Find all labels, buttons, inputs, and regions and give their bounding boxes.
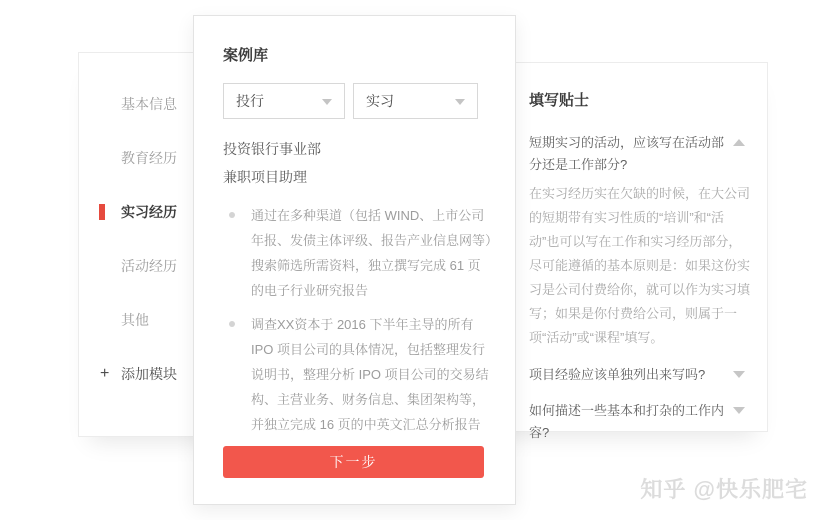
- case-bullet-text: 调查XX资本于 2016 下半年主导的所有 IPO 项目公司的具体情况，包括整理发行说明书，整理分析 IPO 项目公司的交易结构、主营业务、财务信息、集团架构等，并独立完成 16 页的中英文汇总分析报告: [251, 317, 489, 432]
- next-step-button[interactable]: 下一步: [223, 446, 484, 478]
- case-library-modal: [193, 15, 516, 505]
- tip-item: [529, 400, 753, 444]
- tip-question-row[interactable]: [529, 400, 753, 444]
- chevron-down-icon: [455, 99, 465, 105]
- sidebar-item-label: 教育经历: [121, 150, 177, 166]
- case-bullet: [223, 312, 492, 437]
- tip-item: [529, 364, 753, 386]
- chevron-down-icon: [322, 99, 332, 105]
- tip-item: [529, 132, 753, 350]
- case-role: 兼职项目助理: [223, 169, 307, 185]
- type-dropdown[interactable]: [353, 83, 478, 119]
- expand-arrow-icon[interactable]: [733, 371, 745, 378]
- case-position: [223, 135, 491, 191]
- modal-title: 案例库: [223, 47, 269, 64]
- case-bullet-list: [223, 203, 492, 437]
- bullet-dot-icon: [229, 212, 235, 218]
- industry-dropdown-value: 投行: [236, 93, 264, 109]
- expand-arrow-icon[interactable]: [733, 407, 745, 414]
- tip-question-row[interactable]: [529, 132, 753, 176]
- tips-content: [529, 89, 753, 458]
- sidebar-item-label: 其他: [121, 312, 149, 328]
- case-department: 投资银行事业部: [223, 141, 321, 157]
- sidebar-item-label: 实习经历: [121, 204, 177, 220]
- bullet-dot-icon: [229, 321, 235, 327]
- tip-answer: 在实习经历实在欠缺的时候，在大公司的短期带有实习性质的“培训”和“活动”也可以写在工作和实习经历部分，尽可能遵循的基本原则是：如果这份实习是公司付费给你，就可以作为实习填写；如果是你付费给公司，则属于一项“活动”或“课程”填写。: [529, 186, 751, 345]
- tip-question: 如何描述一些基本和打杂的工作内容?: [529, 403, 725, 440]
- sidebar-item-label: 基本信息: [121, 96, 177, 112]
- zhihu-watermark: 知乎 @快乐肥宅: [640, 477, 808, 502]
- tip-question: 项目经验应该单独列出来写吗?: [529, 367, 706, 382]
- type-dropdown-value: 实习: [366, 93, 394, 109]
- sidebar-item-label: 活动经历: [121, 258, 177, 274]
- plus-icon: +: [100, 365, 110, 382]
- active-section-marker: [99, 204, 105, 220]
- case-bullet: [223, 203, 492, 303]
- filter-row: [223, 83, 491, 119]
- case-bullet-text: 通过在多种渠道（包括 WIND、上市公司年报、发债主体评级、报告产业信息网等）搜索筛选所需资料，独立撰写完成 61 页的电子行业研究报告: [251, 208, 492, 298]
- collapse-arrow-icon[interactable]: [733, 139, 745, 146]
- industry-dropdown[interactable]: [223, 83, 345, 119]
- tip-question: 短期实习的活动，应该写在活动部分还是工作部分?: [529, 135, 725, 172]
- tip-question-row[interactable]: [529, 364, 753, 386]
- add-module-label: 添加模块: [121, 366, 177, 382]
- tips-title: 填写贴士: [529, 92, 590, 109]
